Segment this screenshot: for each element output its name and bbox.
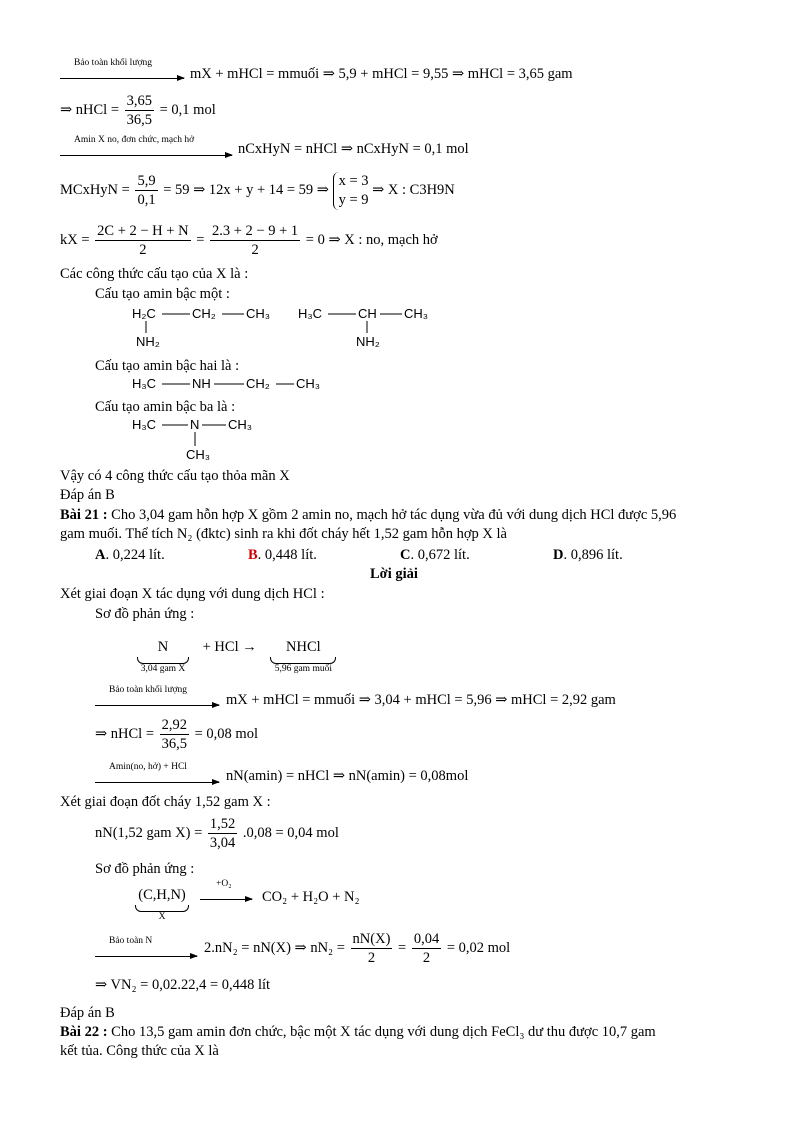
equation-n-nitrogen: nN(amin) = nHCl ⇒ nN(amin) = 0,08mol — [226, 768, 469, 784]
equation-n-hcl-2: ⇒ nHCl = $\frac{2,92}{36,5}$ = 0,08 mol — [95, 717, 258, 753]
mass-conservation-arrow — [60, 59, 184, 87]
reaction-scheme-2: (C,H,N) X — [133, 886, 191, 924]
solution-title: Lời giải — [370, 566, 418, 582]
arrow-label: Bảo toàn khối lượng — [74, 58, 152, 68]
equation-molar-mass: MCxHyN = $\frac{5,9}{0,1}$ = 59 ⇒ 12x + y + 14 = 59 ⇒ x = 3 y = 9 ⇒ X : C3H9N — [60, 173, 455, 209]
stage-2-heading: Xét giai đoạn đốt cháy 1,52 gam X : — [60, 794, 271, 810]
tertiary-amine-heading: Cấu tạo amin bậc ba là : — [95, 399, 236, 415]
conclusion: Vậy có 4 công thức cấu tạo thỏa mãn X — [60, 468, 290, 484]
question-21-line-2: gam muối. Thể tích N₂ (đktc) sinh ra khi đốt cháy hết 1,52 gam hỗn hợp X là — [60, 526, 507, 542]
stage-1-heading: Xét giai đoạn X tác dụng với dung dịch HCl : — [60, 586, 325, 602]
equation-n-hcl: ⇒ nHCl = $\frac{3,65}{36,5}$ = 0,1 mol — [60, 93, 216, 129]
svg-text:CH₃: CH₃ — [296, 376, 321, 391]
amin-hcl-arrow: Amin(no, hở) + HCl — [95, 763, 219, 791]
option-a: A. 0,224 lít. — [95, 547, 165, 563]
equation-n-nitrogen-sample: nN(1,52 gam X) = $\frac{1,52}{3,04}$ .0,08 = 0,04 mol — [95, 816, 339, 852]
equation-system: x = 3 y = 9 — [333, 172, 369, 210]
svg-text:CH: CH — [358, 306, 377, 321]
svg-text:NH₂: NH₂ — [356, 334, 380, 349]
svg-text:H₃C: H₃C — [132, 376, 157, 391]
equation-mass-hcl-2: mX + mHCl = mmuối ⇒ 3,04 + mHCl = 5,96 ⇒ mHCl = 2,92 gam — [226, 692, 616, 708]
option-d: D. 0,896 lít. — [553, 547, 623, 563]
equation-k: kX = $\frac{2C + 2 - H + N}{2}$ = $\frac{2.3 + 2 - 9 + 1}{2}$ = 0 ⇒ X : no, mạch hở — [60, 223, 438, 259]
scheme-heading-2: Sơ đồ phản ứng : — [95, 861, 195, 877]
secondary-amine-heading: Cấu tạo amin bậc hai là : — [95, 358, 240, 374]
svg-text:H₂C: H₂C — [132, 306, 156, 321]
answer-20: Đáp án B — [60, 487, 115, 503]
svg-text:CH₃: CH₃ — [186, 447, 211, 462]
amin-x-arrow: Amin X no, đơn chức, mạch hở — [60, 136, 232, 164]
option-c: C. 0,672 lít. — [400, 547, 470, 563]
svg-text:H₃C: H₃C — [132, 417, 157, 432]
equation-v-n2: ⇒ VN₂ = 0,02.22,4 = 0,448 lít — [95, 977, 271, 993]
svg-text:CH₂: CH₂ — [246, 376, 270, 391]
svg-text:H₃C: H₃C — [298, 306, 323, 321]
svg-text:NH: NH — [192, 376, 211, 391]
svg-text:N: N — [190, 417, 200, 432]
tertiary-amine-structure — [130, 414, 290, 464]
nitrogen-conservation-arrow: Bảo toàn N — [95, 937, 197, 965]
scheme-heading-1: Sơ đồ phản ứng : — [95, 606, 195, 622]
secondary-amine-structure — [130, 373, 350, 395]
svg-text:CH₂: CH₂ — [192, 306, 216, 321]
question-21-line-1: Bài 21 : Cho 3,04 gam hỗn hợp X gồm 2 amin no, mạch hở tác dụng vừa đủ với dung dịch HCl được 5,96 — [60, 507, 677, 523]
answer-21: Đáp án B — [60, 1005, 115, 1021]
mass-conservation-arrow-2: Bảo toàn khối lượng — [95, 686, 219, 714]
primary-amine-structures — [130, 302, 450, 352]
svg-text:NH₂: NH₂ — [136, 334, 160, 349]
reaction-scheme-1: N 3,04 gam X + HCl → NHCl 5,96 gam muối — [135, 638, 338, 676]
question-22-line-1: Bài 22 : Cho 13,5 gam amin đơn chức, bậc một X tác dụng với dung dịch FeCl₃ dư thu được 10,7 gam — [60, 1024, 656, 1040]
svg-text:CH₃: CH₃ — [246, 306, 271, 321]
equation-n-amine: nCxHyN = nHCl ⇒ nCxHyN = 0,1 mol — [238, 141, 469, 157]
svg-text:CH₃: CH₃ — [228, 417, 253, 432]
combustion-arrow: +O₂ — [200, 880, 252, 908]
equation-mass-hcl: mX + mHCl = mmuối ⇒ 5,9 + mHCl = 9,55 ⇒ mHCl = 3,65 gam — [190, 66, 573, 82]
option-b: B. 0,448 lít. — [248, 547, 317, 563]
question-22-line-2: kết tủa. Công thức của X là — [60, 1043, 219, 1059]
combustion-products: CO₂ + H₂O + N₂ — [262, 889, 360, 905]
svg-text:CH₃: CH₃ — [404, 306, 429, 321]
equation-n-n2: 2.nN₂ = nN(X) ⇒ nN₂ = $\frac{nN(X)}{2}$ = $\frac{0,04}{2}$ = 0,02 mol — [204, 931, 511, 967]
primary-amine-heading: Cấu tạo amin bậc một : — [95, 286, 230, 302]
structures-intro: Các công thức cấu tạo của X là : — [60, 266, 249, 282]
